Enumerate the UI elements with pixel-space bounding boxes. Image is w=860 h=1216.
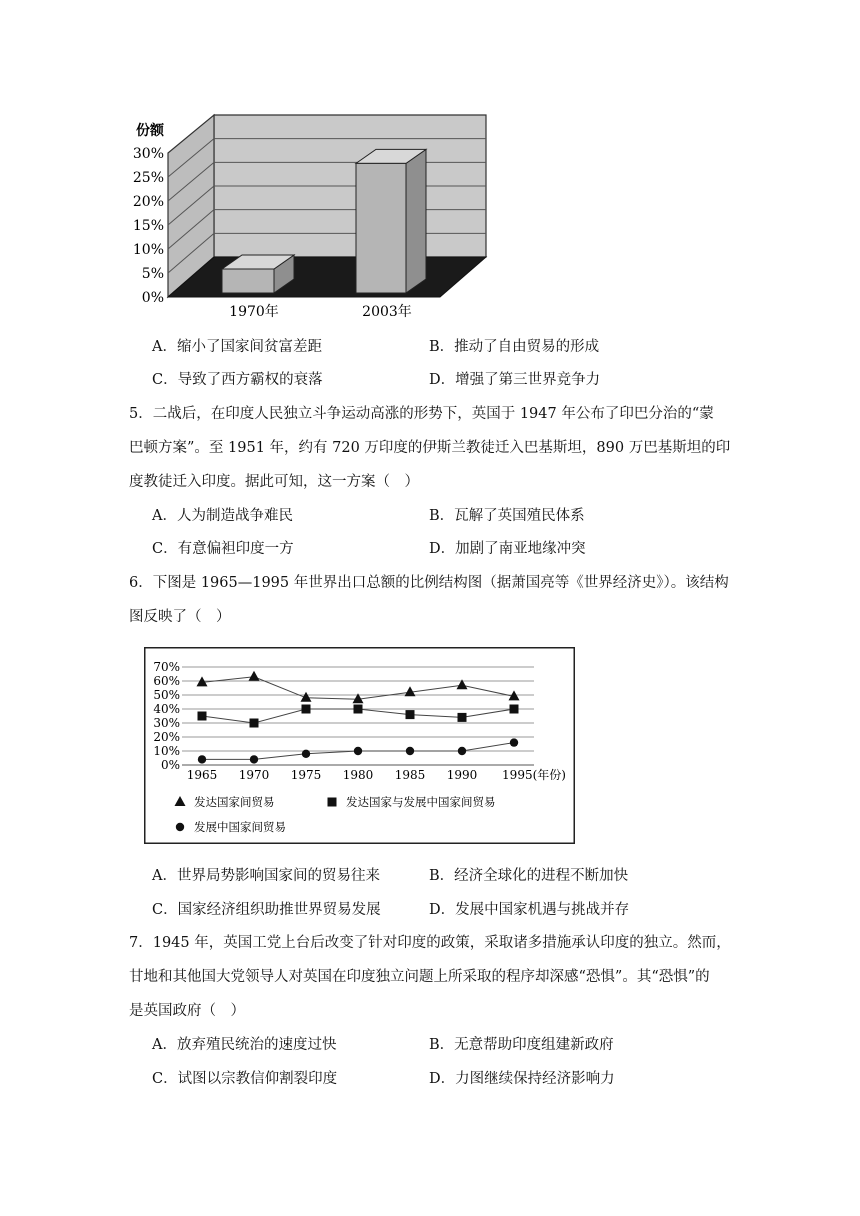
line-ytick-label: 40% bbox=[153, 702, 180, 716]
q5-stem-line-3: 度教徒迁入印度。据此可知，这一方案（ ） bbox=[129, 474, 419, 490]
bar-side bbox=[406, 149, 426, 293]
line-xtick-label: 1995(年份) bbox=[502, 768, 566, 782]
q7-option-a: A．放弃殖民统治的速度过快 bbox=[152, 1037, 337, 1053]
line-ytick-label: 70% bbox=[153, 660, 180, 674]
bar-ytick-label: 0% bbox=[141, 290, 164, 306]
q6-stem-line-1: 6．下图是 1965—1995 年世界出口总额的比例结构图（据萧国亮等《世界经济史》）。该结构 bbox=[129, 575, 729, 591]
bar-2 bbox=[356, 149, 426, 293]
q6-option-a: A．世界局势影响国家间的贸易往来 bbox=[152, 868, 380, 884]
q7-stem-line-2: 甘地和其他国大党领导人对英国在印度独立问题上所采取的程序却深感“恐惧”。其“恐惧”的 bbox=[129, 969, 710, 985]
line-xtick-label: 1990 bbox=[446, 768, 478, 782]
bar-category-label: 1970年 bbox=[229, 304, 279, 320]
bar-chart-ylabel: 份额 bbox=[136, 123, 164, 139]
line-chart-frame bbox=[145, 648, 575, 844]
line-xtick-label: 1975 bbox=[290, 768, 322, 782]
line-ytick-label: 0% bbox=[160, 758, 180, 772]
line-ytick-label: 50% bbox=[153, 688, 180, 702]
q7-option-c: C．试图以宗教信仰割裂印度 bbox=[152, 1071, 338, 1087]
series-3-point bbox=[458, 747, 466, 755]
series-3-point bbox=[510, 738, 518, 746]
q5-option-d: D．加剧了南亚地缘冲突 bbox=[429, 541, 586, 557]
line-xtick-label: 1970 bbox=[238, 768, 270, 782]
legend-label-1: 发达国家间贸易 bbox=[194, 795, 275, 809]
line-ytick-label: 20% bbox=[153, 730, 180, 744]
q5-option-a: A．人为制造战争难民 bbox=[152, 508, 293, 524]
legend-label-2: 发达国家与发展中国家间贸易 bbox=[346, 795, 496, 809]
bar-ytick-label: 5% bbox=[141, 266, 164, 282]
bar-category-label: 2003年 bbox=[362, 304, 412, 320]
series-2-point bbox=[250, 719, 259, 728]
legend-marker-2 bbox=[328, 798, 337, 807]
line-ytick-label: 30% bbox=[153, 716, 180, 730]
series-2-point bbox=[354, 705, 363, 714]
series-3-point bbox=[250, 755, 258, 763]
bar-chart bbox=[120, 110, 500, 320]
q4-option-a: A．缩小了国家间贫富差距 bbox=[152, 339, 322, 355]
line-xtick-label: 1965 bbox=[186, 768, 218, 782]
q6-option-c: C．国家经济组织助推世界贸易发展 bbox=[152, 902, 381, 918]
q5-option-c: C．有意偏袒印度一方 bbox=[152, 541, 294, 557]
series-2-point bbox=[458, 713, 467, 722]
q6-option-d: D．发展中国家机遇与挑战并存 bbox=[429, 902, 630, 918]
q7-option-b: B．无意帮助印度组建新政府 bbox=[429, 1037, 614, 1053]
q7-stem-line-1: 7．1945 年，英国工党上台后改变了针对印度的政策，采取诸多措施承认印度的独立。然而， bbox=[129, 935, 731, 951]
line-xtick-label: 1985 bbox=[394, 768, 426, 782]
q5-option-b: B．瓦解了英国殖民体系 bbox=[429, 508, 585, 524]
bar-chart-floor bbox=[168, 257, 486, 297]
q5-stem-line-2: 巴顿方案”。至 1951 年，约有 720 万印度的伊斯兰教徒迁入巴基斯坦，890 万巴基斯坦的印 bbox=[129, 440, 731, 456]
q4-option-d: D．增强了第三世界竞争力 bbox=[429, 372, 601, 388]
bar-ytick-label: 20% bbox=[132, 194, 164, 210]
series-3-point bbox=[406, 747, 414, 755]
bar-ytick-label: 10% bbox=[132, 242, 164, 258]
legend-marker-3 bbox=[176, 823, 184, 831]
q7-stem-line-3: 是英国政府（ ） bbox=[129, 1003, 245, 1019]
q4-option-c: C．导致了西方霸权的衰落 bbox=[152, 372, 323, 388]
q7-option-d: D．力图继续保持经济影响力 bbox=[429, 1071, 615, 1087]
bar-front bbox=[222, 269, 274, 293]
series-2-point bbox=[198, 712, 207, 721]
legend-label-3: 发展中国家间贸易 bbox=[194, 820, 286, 834]
q6-option-b: B．经济全球化的进程不断加快 bbox=[429, 868, 629, 884]
q5-stem-line-1: 5．二战后，在印度人民独立斗争运动高涨的形势下，英国于 1947 年公布了印巴分治的“蒙 bbox=[129, 406, 714, 422]
series-2-point bbox=[406, 710, 415, 719]
series-2-point bbox=[302, 705, 311, 714]
line-xtick-label: 1980 bbox=[342, 768, 374, 782]
line-ytick-label: 60% bbox=[153, 674, 180, 688]
series-3-point bbox=[354, 747, 362, 755]
series-2-point bbox=[510, 705, 519, 714]
q6-stem-line-2: 图反映了（ ） bbox=[129, 609, 231, 625]
bar-ytick-label: 30% bbox=[132, 146, 164, 162]
line-chart bbox=[144, 647, 576, 845]
q4-option-b: B．推动了自由贸易的形成 bbox=[429, 339, 600, 355]
bar-front bbox=[356, 163, 406, 293]
line-ytick-label: 10% bbox=[153, 744, 180, 758]
bar-ytick-label: 25% bbox=[132, 170, 164, 186]
series-3-point bbox=[302, 750, 310, 758]
series-3-point bbox=[198, 755, 206, 763]
bar-ytick-label: 15% bbox=[132, 218, 164, 234]
